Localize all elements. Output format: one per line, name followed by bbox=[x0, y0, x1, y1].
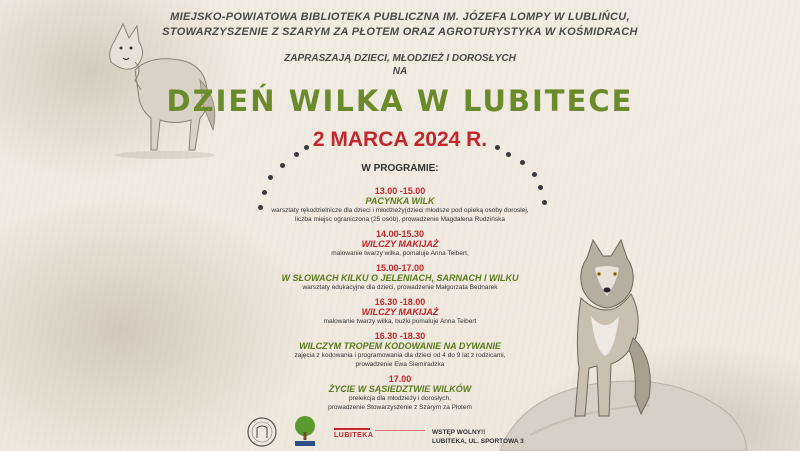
program-time: 13.00 -15.00 bbox=[374, 186, 426, 196]
agrotourism-logo bbox=[290, 414, 320, 448]
program-activity: W SŁOWACH KILKU O JELENIACH, SARNACH I WILKU bbox=[281, 273, 519, 283]
program-heading: W PROGRAMIE: bbox=[361, 163, 439, 174]
lubiteka-logo-bar bbox=[334, 428, 370, 430]
library-logo bbox=[246, 416, 278, 448]
program-desc: warsztaty rękodzielnicze dla dzieci i młodzieży(dzieci młodsze pod opieką osoby dorosłej, bbox=[271, 207, 529, 214]
program-time: 15.00-17.00 bbox=[375, 263, 425, 273]
program-activity: WILCZYM TROPEM KODOWANIE NA DYWANIE bbox=[299, 341, 501, 351]
program-desc: malowanie twarzy wilka, buźki pomaluje Anna Teibert bbox=[323, 318, 477, 325]
program-desc: prelekcja dla młodzieży i dorosłych, bbox=[349, 395, 451, 402]
program-desc: zajęcia z kodowania i programowania dla dzieci od 4 do 9 lat z rodzicami, bbox=[294, 352, 506, 359]
program-activity: WILCZY MAKIJAŻ bbox=[361, 307, 439, 317]
venue-address: LUBITEKA, UL. SPORTOWA 3 bbox=[432, 438, 524, 445]
footer-info bbox=[432, 428, 524, 446]
program-desc: warsztaty edukacyjne dla dzieci, prowadzenie Małgorzata Bednarek bbox=[302, 284, 498, 291]
program-activity: WILCZY MAKIJAŻ bbox=[361, 239, 439, 249]
program-item-3 bbox=[230, 263, 570, 292]
program-time: 14.00-15.30 bbox=[375, 229, 425, 239]
program-activity: ŻYCIE W SĄSIEDZTWIE WILKÓW bbox=[328, 384, 472, 394]
organizers-line-1: MIEJSKO-POWIATOWA BIBLIOTEKA PUBLICZNA IM. JÓZEFA LOMPY W LUBLIŃCU, bbox=[170, 11, 630, 23]
program-item-2 bbox=[230, 229, 570, 258]
program-desc: prowadzenie Ewa Siemiradzka bbox=[355, 361, 445, 368]
program-item-5 bbox=[230, 331, 570, 369]
program-time: 16.30 -18.30 bbox=[374, 331, 426, 341]
organizers-line-2: STOWARZYSZENIE Z SZARYM ZA PŁOTEM ORAZ AGROTURYSTYKA W KOŚMIDRACH bbox=[162, 26, 638, 38]
organizers bbox=[140, 10, 660, 40]
program-desc: prowadzenie Stowarzyszenie z Szarym za Płotem bbox=[328, 404, 472, 411]
invitation bbox=[140, 52, 660, 78]
invitation-na: NA bbox=[392, 66, 408, 77]
program-time: 16.30 -18.00 bbox=[374, 297, 426, 307]
lubiteka-tagline bbox=[375, 430, 425, 431]
event-date: 2 MARCA 2024 R. bbox=[312, 128, 488, 151]
invitation-line: ZAPRASZAJĄ DZIECI, MŁODZIEŻ I DOROSŁYCH bbox=[284, 53, 516, 64]
program-desc: malowanie twarzy wilka, pomaluje Anna Teibert, bbox=[331, 250, 469, 257]
program-item-4 bbox=[230, 297, 570, 326]
free-entry: WSTĘP WOLNY!! bbox=[432, 429, 486, 436]
event-title: DZIEŃ WILKA W LUBITECE bbox=[166, 84, 634, 118]
lubiteka-logo: LUBITEKA bbox=[334, 432, 374, 439]
program-item-6 bbox=[230, 374, 570, 412]
program-activity: PACYNKA WILK bbox=[365, 196, 435, 206]
program-item-1 bbox=[230, 186, 570, 224]
program-desc: liczba miejsc ograniczona (25 osób), prowadzenie Magdalena Rudzińska bbox=[295, 216, 505, 223]
program-time: 17.00 bbox=[388, 374, 412, 384]
